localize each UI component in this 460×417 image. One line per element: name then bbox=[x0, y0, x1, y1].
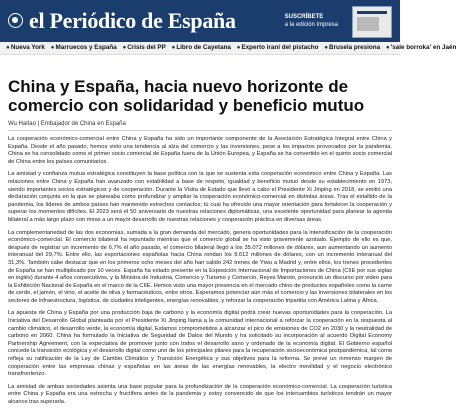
article-paragraph: La amistad y confianza mutua estratégica constituyen la base política con la que se sustenta esta cooperación económico entre China y España. Las relaciones entre China y España han avanzado con estabilidad a base de respeto, igualdad y beneficio mutuo desde su establecimiento en 1973, siendo importantes socios estratégicos y de cooperación. Durante la Visita de Estado que llevó a cabo el Presidente Xi Jinping en 2018, se emitió una declaración conjunta en la que se planeaba como profundizar y ampliar la cooperación económico-comercial en distintas áreas. Tras el estallido de la pandemia, los líderes de ambos países han mantenido estrechos contactos; tú cual ha ofrecido una mayor orientación para fortalecer la cooperación y superar los momentos difíciles. El 2023 será el 50 aniversario de nuestras relaciones diplomáticas, una excelente oportunidad para planear la agenda bilateral a más largo plazo con miras a un mayor desarrollo de nuestras relaciones y cooperación práctica en diversas áreas. bbox=[8, 171, 392, 223]
bullet-icon: ● bbox=[122, 44, 127, 51]
logo-icon[interactable] bbox=[8, 13, 23, 28]
article-byline: Wu Haitao | Embajador de China en España bbox=[8, 121, 126, 127]
nav-item[interactable]: ●Marruecos y España bbox=[50, 44, 117, 51]
site-logo[interactable]: el Periódico de España bbox=[29, 8, 236, 33]
nav-item[interactable]: ●Nueva York bbox=[6, 44, 45, 51]
bullet-icon: ● bbox=[385, 44, 390, 51]
nav-item[interactable]: ●Experto iraní del pistacho bbox=[236, 44, 319, 51]
article bbox=[0, 77, 400, 407]
print-edition-thumbnail[interactable] bbox=[352, 6, 392, 38]
subscribe-link[interactable] bbox=[285, 13, 338, 29]
topics-nav bbox=[0, 42, 457, 55]
article-paragraph: La apuesta de China y España por una producción baja de carbono y la economía digital podrá crear nuevas oportunidades para la cooperación. La Iniciativa del Desarrollo Global planteada por el Presidente Xi Jinping llama a la comunidad internacional a reforzar la cooperación en la respuesta al cambio climático, el desarrollo verde, la economía digital. Estamos comprometidos a alcanzar el pico de emisiones de CO2 en 2030 y la neutralidad de carbono en 2060. China ha formulado la Iniciativa de Seguridad de Datos del Mundo y ha solicitado su incorporación al acuerdo Digital Economy Partnership Agreement, con la expectativa de promover junto con todos el desarrollo sano y ordenado de la economía digital. El Gobierno español concede la transición ecológica y el desarrollo digital como uno de los principales pilares para la recuperación socioeconómica postpandémica, tal como refleja su ratificación de la Ley de Cambio Climático y Transición Energética y sus objetivos para la reforma. Se prevé un inmenso margen de cooperación entre las empresas chinas y españolas en las áreas de las energías renovables, la electro movilidad y el negocio electrónico transfronterizo. bbox=[8, 310, 392, 378]
article-title: China y España, hacia nuevo horizonte de comercio con solidaridad y beneficio mutuo bbox=[8, 77, 365, 115]
nav-item[interactable]: ●Libro de Cayetana bbox=[171, 44, 231, 51]
nav-item[interactable]: ●Crisis del PP bbox=[122, 44, 166, 51]
subscribe-subtitle: a la edición impresa bbox=[284, 22, 338, 28]
divider bbox=[8, 130, 392, 131]
bullet-icon: ● bbox=[236, 44, 241, 51]
nav-item[interactable]: ●Brusela presiona bbox=[324, 44, 381, 51]
bullet-icon: ● bbox=[6, 44, 10, 51]
article-paragraph: La amistad de ambas sociedades asienta una base popular para la profundización de la cooperación económico-comercial. La cooperación turística entre China y España era una estrecha y fructífera antes de la pandemia y estoy convencido de que los intercambios turísticos tendrán un mayor alcance tras superarla. bbox=[8, 383, 392, 405]
bullet-icon: ● bbox=[324, 44, 329, 51]
article-paragraph: La cooperación económico-comercial entre China y España ha sido un importante componente de la Asociación Estratégica Integral entre China y España. Desde el año pasado, hemos visto una tendencia al alza del comercio y las inversiones, pese a los impactos provocados por la pandemia. China se ha consolidado como el primer socio comercial de España fuera de la Unión Europea, y España se ha convertido en el quinto socio comercial de China entre los países comunitarios. bbox=[8, 136, 392, 165]
subscribe-title: SUSCRÍBETE bbox=[284, 14, 324, 20]
bullet-icon: ● bbox=[50, 44, 55, 51]
article-paragraph: La complementariedad de las dos economías, sumada a la gran demanda del mercado, genera oportunidades para la intensificación de la cooperación económico-comercial. El comercio bilateral ha repuntado mientras que el comercio global se ha visto gravemente azotado. Ejemplo de ello es que, después de registrar un incremento de 6,7% el año pasado, el comercio bilateral llegó a los 35.072 millones de dólares, aun aumentando un aumento interanual del 29,7%. Entre ello, las exportaciones españolas hacia China rondan los 9.612 millones de dólares, con un incremento interanual del 31,3%. También cabe destacar que en los primeros ocho meses del año han salido 242 trenes de Yiwu a Madrid y, entre ellos, los trenes procedentes de España se han multiplicado por 10 veces. España ha estado presente en la Exposición Internacional de Importaciones de China (CIIE por sus siglas en inglés) durante 4 años consecutivos, y la Ministra de Industria, Comercio y Turismo y Comercio, Reyes Maroto, pronunció un discurso por video para la Exhibición Nacional de España en el marco de la CIIE. Hemos visto una mayor presencia en el mercado chino de productos españoles como la carne de cerdo, el jamón, el vino, el aceite de oliva y farmacéuticos, entre otros. Esperamos potenciar aún más el comercio y las inversiones bilaterales en los sectores de infraestructura, logística, de ciudades inteligentes, energías renovables, y reforzar la cooperación tripartita con América Latina y África. bbox=[8, 229, 392, 304]
site-header bbox=[0, 0, 400, 42]
nav-item[interactable]: ●'sale borroka' en Jaén bbox=[385, 44, 457, 51]
bullet-icon: ● bbox=[171, 44, 176, 51]
